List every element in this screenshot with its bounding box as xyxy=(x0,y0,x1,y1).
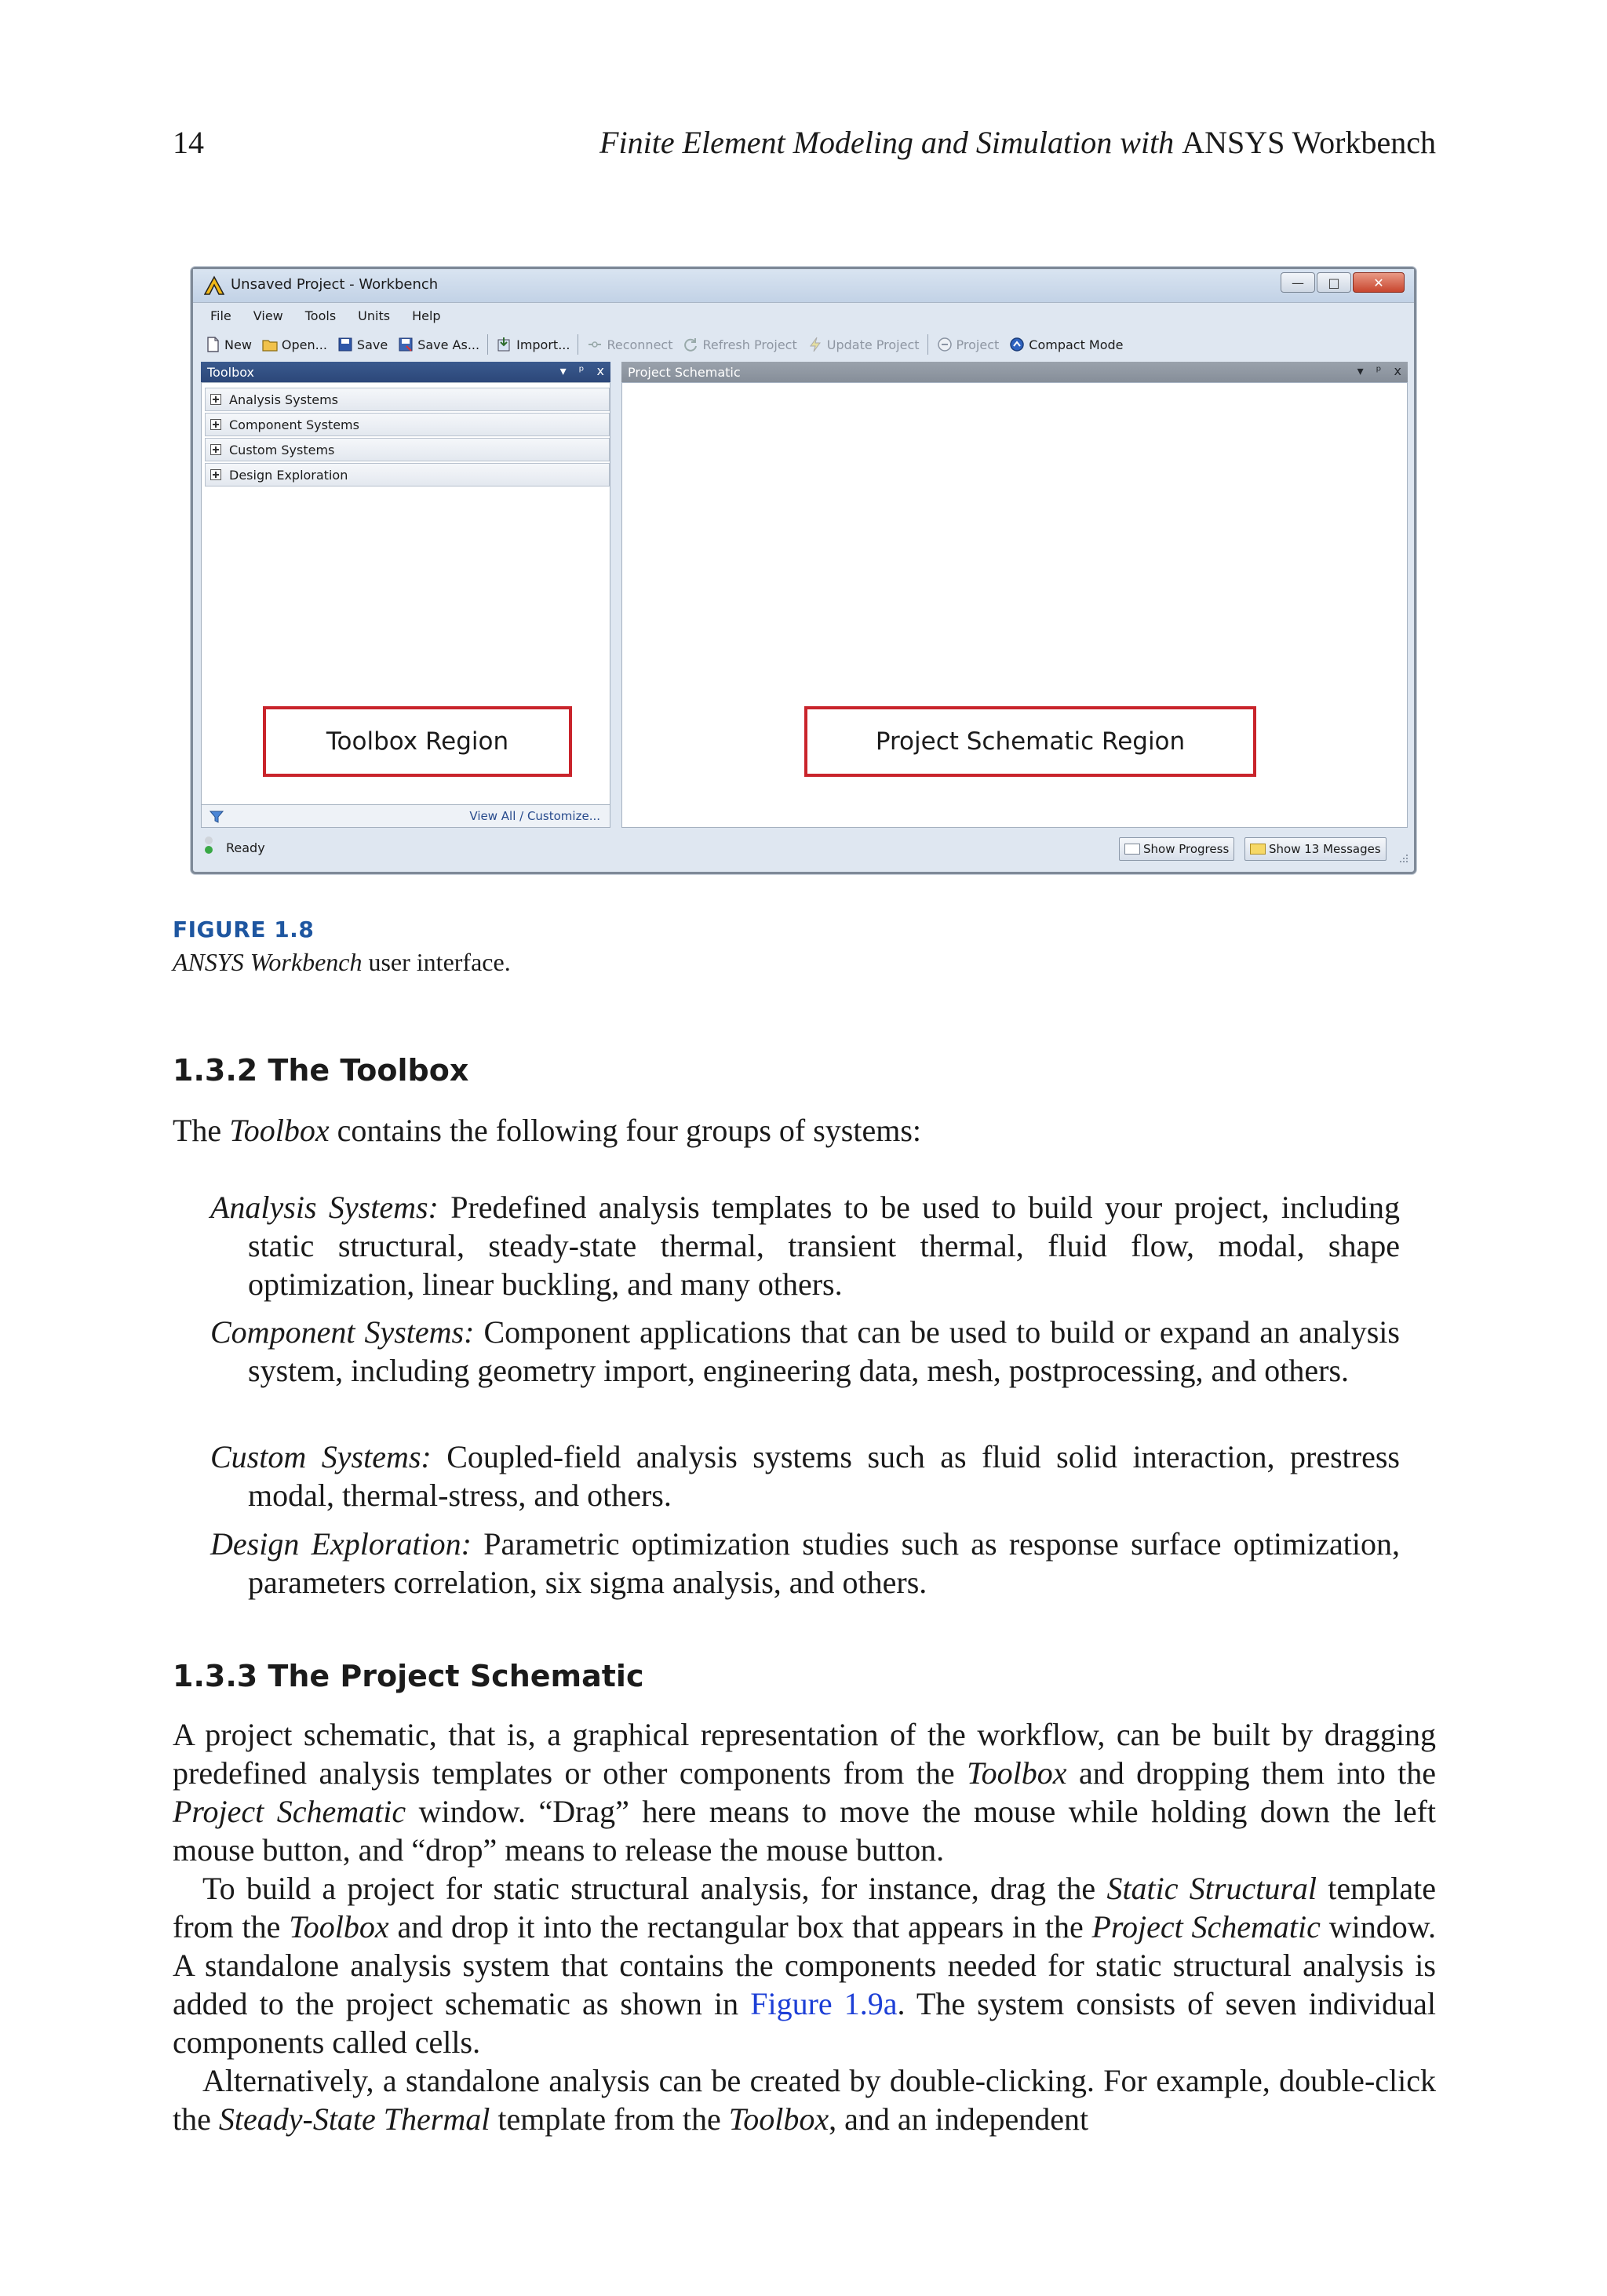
dropdown-icon[interactable]: ▾ xyxy=(559,363,567,378)
refresh-project-label: Refresh Project xyxy=(702,337,797,352)
menu-file[interactable]: File xyxy=(210,308,231,323)
update-project-label: Update Project xyxy=(826,337,920,352)
new-button[interactable] xyxy=(199,333,257,356)
text-run-italic: Project Schematic xyxy=(173,1794,406,1829)
text-run: To build a project for static structural analysis, for instance, drag the xyxy=(202,1871,1107,1906)
messages-icon xyxy=(1250,844,1266,855)
project-schematic-title: Project Schematic xyxy=(628,365,741,380)
toolbox-title: Toolbox xyxy=(207,365,254,380)
definition-analysis-systems xyxy=(210,1188,1400,1303)
text-run-italic: Toolbox xyxy=(728,2101,829,2137)
save-disk-icon xyxy=(337,336,354,353)
section-heading-toolbox: 1.3.2 The Toolbox xyxy=(173,1053,469,1088)
status-text: Ready xyxy=(226,840,265,855)
status-bar xyxy=(193,831,1414,870)
running-title xyxy=(599,124,1436,161)
open-button[interactable] xyxy=(257,333,332,356)
refresh-project-button[interactable] xyxy=(677,333,801,356)
workbench-window-figure xyxy=(191,267,1416,874)
toolbox-group-label: Component Systems xyxy=(229,417,359,432)
text-run: template from the xyxy=(173,1871,1437,1944)
reconnect-icon xyxy=(586,336,603,353)
definition-component-systems xyxy=(210,1313,1400,1390)
reconnect-label: Reconnect xyxy=(607,337,673,352)
save-as-label: Save As... xyxy=(417,337,480,352)
menu-tools[interactable]: Tools xyxy=(304,308,337,323)
text-run: , and an independent xyxy=(829,2101,1089,2137)
project-schematic-region-callout xyxy=(804,706,1256,777)
text-run-italic: Steady-State Thermal xyxy=(218,2101,490,2137)
toolbox-group-label: Analysis Systems xyxy=(229,392,339,407)
text-run-italic: Toolbox xyxy=(967,1755,1067,1791)
expand-icon[interactable] xyxy=(210,444,221,455)
running-header xyxy=(173,124,1436,171)
definition-custom-systems xyxy=(210,1438,1400,1514)
toolbox-group-analysis-systems[interactable] xyxy=(205,388,610,411)
main-toolbar xyxy=(199,330,1408,359)
text-run: contains the following four groups of systems: xyxy=(329,1113,921,1148)
definition-term: Analysis Systems: xyxy=(210,1190,439,1225)
import-label: Import... xyxy=(516,337,570,352)
import-icon xyxy=(496,336,513,353)
menu-bar xyxy=(199,305,452,329)
definition-text: Predefined analysis templates to be used to build your project, including static structural, steady-state thermal, transient thermal, fluid flow, modal, shape optimization, linear buckling, and many others. xyxy=(248,1190,1401,1302)
pin-icon[interactable]: ᵖ xyxy=(1376,363,1382,378)
project-button[interactable] xyxy=(931,333,1004,356)
close-icon: ✕ xyxy=(1373,275,1384,290)
definition-design-exploration xyxy=(210,1525,1400,1602)
definition-term: Design Exploration: xyxy=(210,1526,472,1562)
update-project-button[interactable] xyxy=(802,333,924,356)
project-schematic-region-label: Project Schematic Region xyxy=(875,727,1186,756)
save-label: Save xyxy=(356,337,388,352)
show-messages-label: Show 13 Messages xyxy=(1269,842,1381,856)
schematic-pane-controls xyxy=(1357,363,1401,378)
close-window-button[interactable] xyxy=(1353,272,1405,293)
window-title: Unsaved Project - Workbench xyxy=(231,276,439,293)
caption-rest: user interface. xyxy=(362,948,511,976)
maximize-icon: □ xyxy=(1328,275,1340,290)
show-progress-label: Show Progress xyxy=(1143,842,1230,856)
running-title-italic: Finite Element Modeling and Simulation with xyxy=(599,125,1175,160)
import-button[interactable] xyxy=(491,333,574,356)
menu-view[interactable]: View xyxy=(253,308,283,323)
running-title-upright: ANSYS Workbench xyxy=(1182,125,1436,160)
toolbox-group-design-exploration[interactable] xyxy=(205,463,610,487)
project-schematic-header xyxy=(621,362,1408,382)
minimize-icon: — xyxy=(1292,275,1304,290)
toolbox-pane xyxy=(201,382,610,828)
save-button[interactable] xyxy=(332,333,392,356)
show-progress-button[interactable] xyxy=(1119,837,1234,861)
text-run-italic: Toolbox xyxy=(229,1113,330,1148)
schematic-paragraph-1 xyxy=(173,1715,1436,1869)
ansys-logo-icon xyxy=(204,275,224,296)
toolbar-separator xyxy=(927,334,928,355)
project-label: Project xyxy=(956,337,1000,352)
save-as-icon xyxy=(397,336,414,353)
definition-text: Component applications that can be used to build or expand an analysis system, including geometry import, engineering data, mesh, postprocessing, and others. xyxy=(248,1314,1400,1388)
toolbox-group-component-systems[interactable] xyxy=(205,413,610,436)
schematic-paragraph-3 xyxy=(173,2061,1436,2138)
view-all-customize-link[interactable]: View All / Customize... xyxy=(469,809,600,823)
toolbox-region-label: Toolbox Region xyxy=(326,727,509,756)
expand-icon[interactable] xyxy=(210,419,221,430)
dropdown-icon[interactable]: ▾ xyxy=(1357,363,1364,378)
close-pane-icon[interactable]: x xyxy=(1394,363,1401,378)
title-bar[interactable] xyxy=(193,269,1414,303)
text-run-italic: Project Schematic xyxy=(1091,1909,1321,1944)
update-lightning-icon xyxy=(807,336,824,353)
open-label: Open... xyxy=(281,337,327,352)
toolbox-footer xyxy=(201,804,610,828)
window-controls xyxy=(1281,272,1405,293)
toolbox-header xyxy=(201,362,610,382)
text-run: and dropping them into the xyxy=(1066,1755,1436,1791)
text-run: Alternatively, a standalone analysis can be created by double-clicking. For example, double-click the xyxy=(173,2063,1436,2137)
page-number: 14 xyxy=(173,125,204,160)
compact-mode-label: Compact Mode xyxy=(1029,337,1124,352)
text-run: . The system consists of seven individual components called cells. xyxy=(173,1986,1436,2060)
section-heading-project-schematic: 1.3.3 The Project Schematic xyxy=(173,1659,644,1693)
definition-text: Parametric optimization studies such as response surface optimization, parameters correlation, six sigma analysis, and others. xyxy=(248,1526,1400,1600)
expand-icon[interactable] xyxy=(210,394,221,405)
new-file-icon xyxy=(204,336,221,353)
caption-italic: ANSYS Workbench xyxy=(173,948,363,976)
figure-caption-text xyxy=(173,948,511,977)
toolbox-group-label: Design Exploration xyxy=(229,467,348,483)
pane-splitter[interactable] xyxy=(610,362,621,828)
text-run-italic: Static Structural xyxy=(1106,1871,1317,1906)
toolbox-pane-controls xyxy=(560,363,604,378)
close-pane-icon[interactable]: x xyxy=(596,363,604,378)
project-schematic-pane[interactable] xyxy=(621,382,1408,828)
toolbox-group-label: Custom Systems xyxy=(229,442,335,457)
refresh-icon xyxy=(682,336,699,353)
toolbox-region-callout xyxy=(263,706,572,777)
definition-text: Coupled-field analysis systems such as fluid solid interaction, prestress modal, thermal-stress, and others. xyxy=(248,1439,1400,1513)
open-folder-icon xyxy=(261,336,279,353)
figure-1-9a-link[interactable]: Figure 1.9a xyxy=(750,1986,898,2021)
expand-icon[interactable] xyxy=(210,469,221,480)
toolbar-separator xyxy=(487,334,488,355)
reconnect-button[interactable] xyxy=(581,333,677,356)
figure-caption-label: FIGURE 1.8 xyxy=(173,917,315,942)
text-run: window. A standalone analysis system that contains the components needed for static structural analysis is added to the project schematic as shown in xyxy=(173,1909,1436,2021)
toolbox-group-custom-systems[interactable] xyxy=(205,438,610,461)
show-messages-button[interactable] xyxy=(1244,837,1387,861)
definition-term: Component Systems: xyxy=(210,1314,475,1350)
compact-mode-icon xyxy=(1008,336,1026,353)
toolbox-intro-paragraph xyxy=(173,1111,1436,1150)
progress-icon xyxy=(1124,844,1140,855)
maximize-button[interactable] xyxy=(1317,272,1351,293)
definition-term: Custom Systems: xyxy=(210,1439,432,1474)
text-run: A project schematic, that is, a graphical representation of the workflow, can be built by dragging predefined analysis templates or other components from the xyxy=(173,1717,1436,1791)
project-icon xyxy=(936,336,953,353)
menu-units[interactable]: Units xyxy=(358,308,391,323)
compact-mode-button[interactable] xyxy=(1004,333,1128,356)
text-run: The xyxy=(173,1113,230,1148)
pin-icon[interactable]: ᵖ xyxy=(578,363,585,378)
minimize-button[interactable] xyxy=(1281,272,1315,293)
status-light-icon xyxy=(204,836,213,859)
text-run-italic: Toolbox xyxy=(289,1909,389,1944)
text-run: and drop it into the rectangular box that appears in the xyxy=(388,1909,1092,1944)
text-run: template from the xyxy=(490,2101,729,2137)
menu-help[interactable]: Help xyxy=(412,308,441,323)
resize-grip-icon[interactable] xyxy=(1397,851,1409,864)
schematic-paragraph-2 xyxy=(173,1869,1436,2061)
filter-icon[interactable] xyxy=(210,810,224,824)
save-as-button[interactable] xyxy=(392,333,484,356)
text-run: window. “Drag” here means to move the mouse while holding down the left mouse button, and “drop” means to release the mouse button. xyxy=(173,1794,1437,1868)
new-label: New xyxy=(224,337,252,352)
